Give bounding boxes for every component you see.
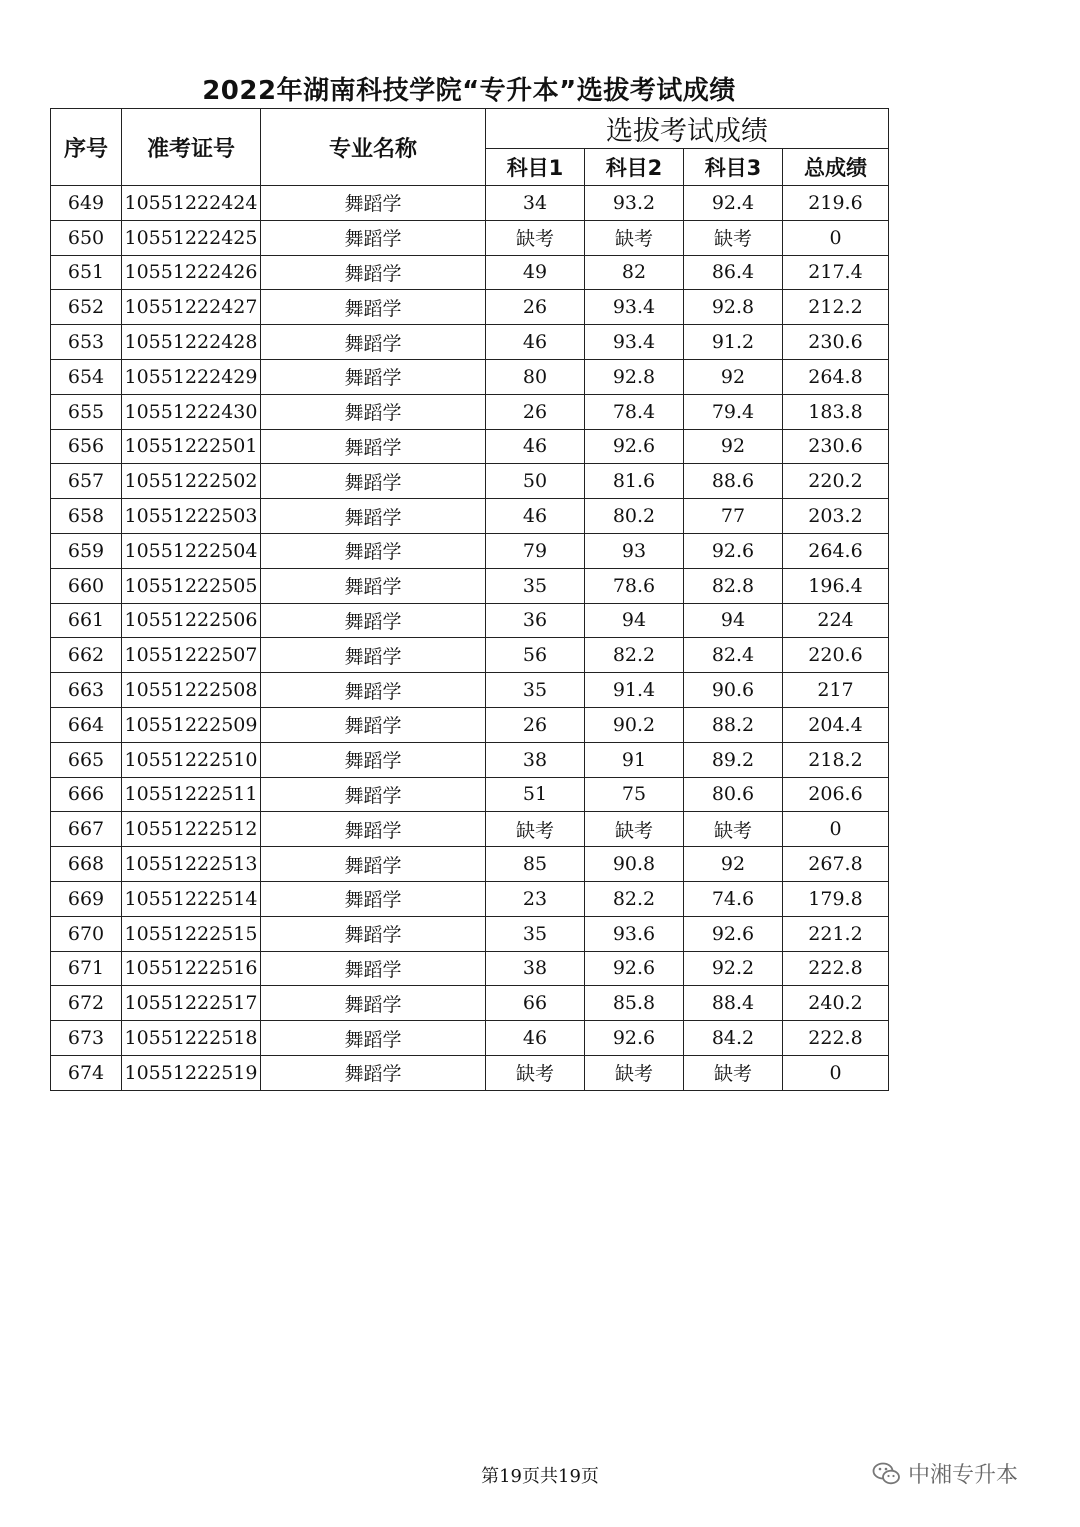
subject3-cell: 89.2 [684,742,783,777]
subject1-cell: 66 [486,986,585,1021]
exam-id-cell: 10551222510 [122,742,261,777]
major-cell: 舞蹈学 [261,638,486,673]
total-cell: 0 [783,1055,889,1090]
major-cell: 舞蹈学 [261,916,486,951]
major-cell: 舞蹈学 [261,812,486,847]
exam-id-cell: 10551222517 [122,986,261,1021]
table-row [51,290,889,325]
seq-cell: 651 [51,255,122,290]
total-cell: 222.8 [783,1021,889,1056]
subject2-cell: 82.2 [585,881,684,916]
subject3-cell: 92.4 [684,186,783,221]
subject1-cell: 26 [486,707,585,742]
total-cell: 218.2 [783,742,889,777]
subject3-cell: 79.4 [684,394,783,429]
subject2-cell: 80.2 [585,499,684,534]
subject3-cell: 92.6 [684,916,783,951]
header-seq: 序号 [51,109,122,186]
total-cell: 220.6 [783,638,889,673]
seq-cell: 672 [51,986,122,1021]
total-cell: 179.8 [783,881,889,916]
table-body [51,186,889,1091]
total-cell: 267.8 [783,847,889,882]
major-cell: 舞蹈学 [261,742,486,777]
total-cell: 219.6 [783,186,889,221]
seq-cell: 655 [51,394,122,429]
subject3-cell: 92.8 [684,290,783,325]
exam-id-cell: 10551222424 [122,186,261,221]
seq-cell: 660 [51,568,122,603]
subject3-cell: 缺考 [684,220,783,255]
subject1-cell: 46 [486,325,585,360]
subject1-cell: 23 [486,881,585,916]
table-row [51,359,889,394]
total-cell: 196.4 [783,568,889,603]
subject1-cell: 56 [486,638,585,673]
major-cell: 舞蹈学 [261,255,486,290]
exam-id-cell: 10551222511 [122,777,261,812]
exam-id-cell: 10551222508 [122,673,261,708]
table-row [51,186,889,221]
seq-cell: 656 [51,429,122,464]
total-cell: 264.8 [783,359,889,394]
total-cell: 212.2 [783,290,889,325]
subject3-cell: 缺考 [684,812,783,847]
table-row [51,777,889,812]
subject2-cell: 91 [585,742,684,777]
subject2-cell: 91.4 [585,673,684,708]
total-cell: 204.4 [783,707,889,742]
subject1-cell: 50 [486,464,585,499]
subject2-cell: 93.2 [585,186,684,221]
major-cell: 舞蹈学 [261,951,486,986]
total-cell: 221.2 [783,916,889,951]
major-cell: 舞蹈学 [261,429,486,464]
exam-id-cell: 10551222425 [122,220,261,255]
table-row [51,568,889,603]
subject3-cell: 74.6 [684,881,783,916]
exam-id-cell: 10551222516 [122,951,261,986]
exam-id-cell: 10551222509 [122,707,261,742]
exam-id-cell: 10551222501 [122,429,261,464]
exam-id-cell: 10551222514 [122,881,261,916]
seq-cell: 662 [51,638,122,673]
major-cell: 舞蹈学 [261,1021,486,1056]
exam-id-cell: 10551222428 [122,325,261,360]
exam-id-cell: 10551222427 [122,290,261,325]
seq-cell: 674 [51,1055,122,1090]
major-cell: 舞蹈学 [261,186,486,221]
subject1-cell: 49 [486,255,585,290]
total-cell: 264.6 [783,533,889,568]
subject2-cell: 缺考 [585,1055,684,1090]
exam-id-cell: 10551222518 [122,1021,261,1056]
seq-cell: 673 [51,1021,122,1056]
seq-cell: 663 [51,673,122,708]
exam-id-cell: 10551222512 [122,812,261,847]
seq-cell: 652 [51,290,122,325]
subject3-cell: 91.2 [684,325,783,360]
subject2-cell: 缺考 [585,220,684,255]
total-cell: 0 [783,220,889,255]
total-cell: 0 [783,812,889,847]
exam-id-cell: 10551222426 [122,255,261,290]
seq-cell: 657 [51,464,122,499]
exam-id-cell: 10551222515 [122,916,261,951]
table-row [51,603,889,638]
table-row [51,1055,889,1090]
subject3-cell: 94 [684,603,783,638]
subject2-cell: 82 [585,255,684,290]
subject2-cell: 78.6 [585,568,684,603]
subject1-cell: 26 [486,290,585,325]
subject1-cell: 46 [486,1021,585,1056]
subject1-cell: 80 [486,359,585,394]
major-cell: 舞蹈学 [261,464,486,499]
subject2-cell: 90.8 [585,847,684,882]
major-cell: 舞蹈学 [261,881,486,916]
major-cell: 舞蹈学 [261,290,486,325]
subject2-cell: 93.4 [585,325,684,360]
major-cell: 舞蹈学 [261,707,486,742]
subject1-cell: 46 [486,499,585,534]
total-cell: 217.4 [783,255,889,290]
table-row [51,812,889,847]
header-major: 专业名称 [261,109,486,186]
page-title: 2022年湖南科技学院“专升本”选拔考试成绩 [202,76,736,106]
subject2-cell: 93.6 [585,916,684,951]
subject3-cell: 88.2 [684,707,783,742]
table-row [51,986,889,1021]
table-row [51,533,889,568]
seq-cell: 664 [51,707,122,742]
subject1-cell: 26 [486,394,585,429]
table-row [51,916,889,951]
subject2-cell: 75 [585,777,684,812]
total-cell: 203.2 [783,499,889,534]
subject3-cell: 90.6 [684,673,783,708]
brand-name: 中湘专升本 [908,1463,1019,1488]
total-cell: 220.2 [783,464,889,499]
total-cell: 206.6 [783,777,889,812]
seq-cell: 659 [51,533,122,568]
seq-cell: 671 [51,951,122,986]
subject3-cell: 86.4 [684,255,783,290]
subject3-cell: 82.8 [684,568,783,603]
seq-cell: 653 [51,325,122,360]
exam-id-cell: 10551222429 [122,359,261,394]
subject1-cell: 38 [486,951,585,986]
subject1-cell: 35 [486,673,585,708]
seq-cell: 665 [51,742,122,777]
exam-id-cell: 10551222505 [122,568,261,603]
subject1-cell: 缺考 [486,1055,585,1090]
major-cell: 舞蹈学 [261,568,486,603]
seq-cell: 654 [51,359,122,394]
subject1-cell: 34 [486,186,585,221]
subject1-cell: 51 [486,777,585,812]
major-cell: 舞蹈学 [261,986,486,1021]
major-cell: 舞蹈学 [261,359,486,394]
total-cell: 230.6 [783,429,889,464]
total-cell: 224 [783,603,889,638]
subject2-cell: 92.8 [585,359,684,394]
major-cell: 舞蹈学 [261,394,486,429]
subject1-cell: 38 [486,742,585,777]
total-cell: 240.2 [783,986,889,1021]
table-row [51,742,889,777]
subject3-cell: 92.6 [684,533,783,568]
subject1-cell: 79 [486,533,585,568]
subject1-cell: 缺考 [486,220,585,255]
subject3-cell: 缺考 [684,1055,783,1090]
total-cell: 222.8 [783,951,889,986]
subject3-cell: 77 [684,499,783,534]
seq-cell: 649 [51,186,122,221]
major-cell: 舞蹈学 [261,325,486,360]
major-cell: 舞蹈学 [261,533,486,568]
table-row [51,951,889,986]
subject3-cell: 92 [684,847,783,882]
header-subject1: 科目1 [486,149,585,186]
subject2-cell: 缺考 [585,812,684,847]
major-cell: 舞蹈学 [261,777,486,812]
table-row [51,220,889,255]
seq-cell: 658 [51,499,122,534]
exam-id-cell: 10551222504 [122,533,261,568]
table-row [51,394,889,429]
subject2-cell: 81.6 [585,464,684,499]
table-row [51,429,889,464]
seq-cell: 666 [51,777,122,812]
table-row [51,673,889,708]
subject2-cell: 92.6 [585,1021,684,1056]
exam-id-cell: 10551222507 [122,638,261,673]
header-subject2: 科目2 [585,149,684,186]
major-cell: 舞蹈学 [261,847,486,882]
subject2-cell: 94 [585,603,684,638]
scores-table [50,108,889,1091]
header-total: 总成绩 [783,149,889,186]
table-row [51,638,889,673]
major-cell: 舞蹈学 [261,673,486,708]
total-cell: 230.6 [783,325,889,360]
table-row [51,847,889,882]
subject1-cell: 35 [486,568,585,603]
subject3-cell: 80.6 [684,777,783,812]
seq-cell: 661 [51,603,122,638]
major-cell: 舞蹈学 [261,220,486,255]
subject2-cell: 78.4 [585,394,684,429]
subject1-cell: 缺考 [486,812,585,847]
page-number: 第19页共19页 [481,1466,599,1487]
major-cell: 舞蹈学 [261,499,486,534]
subject3-cell: 88.6 [684,464,783,499]
header-exam-id: 准考证号 [122,109,261,186]
exam-id-cell: 10551222506 [122,603,261,638]
table-row [51,464,889,499]
major-cell: 舞蹈学 [261,603,486,638]
total-cell: 217 [783,673,889,708]
exam-id-cell: 10551222503 [122,499,261,534]
subject2-cell: 90.2 [585,707,684,742]
exam-id-cell: 10551222519 [122,1055,261,1090]
subject2-cell: 82.2 [585,638,684,673]
wechat-icon [872,1461,902,1487]
exam-id-cell: 10551222502 [122,464,261,499]
header-score-group: 选拔考试成绩 [486,109,889,149]
seq-cell: 670 [51,916,122,951]
subject1-cell: 36 [486,603,585,638]
seq-cell: 668 [51,847,122,882]
total-cell: 183.8 [783,394,889,429]
seq-cell: 650 [51,220,122,255]
subject3-cell: 88.4 [684,986,783,1021]
table-row [51,1021,889,1056]
subject2-cell: 92.6 [585,429,684,464]
watermark-brand [872,1458,1018,1489]
table-row [51,499,889,534]
subject1-cell: 85 [486,847,585,882]
seq-cell: 669 [51,881,122,916]
table-row [51,255,889,290]
subject3-cell: 82.4 [684,638,783,673]
exam-id-cell: 10551222513 [122,847,261,882]
subject2-cell: 93.4 [585,290,684,325]
subject2-cell: 85.8 [585,986,684,1021]
subject2-cell: 92.6 [585,951,684,986]
subject3-cell: 92.2 [684,951,783,986]
table-row [51,325,889,360]
subject3-cell: 92 [684,359,783,394]
header-subject3: 科目3 [684,149,783,186]
seq-cell: 667 [51,812,122,847]
subject3-cell: 92 [684,429,783,464]
subject2-cell: 93 [585,533,684,568]
subject1-cell: 46 [486,429,585,464]
subject3-cell: 84.2 [684,1021,783,1056]
subject1-cell: 35 [486,916,585,951]
major-cell: 舞蹈学 [261,1055,486,1090]
exam-id-cell: 10551222430 [122,394,261,429]
table-row [51,881,889,916]
table-row [51,707,889,742]
